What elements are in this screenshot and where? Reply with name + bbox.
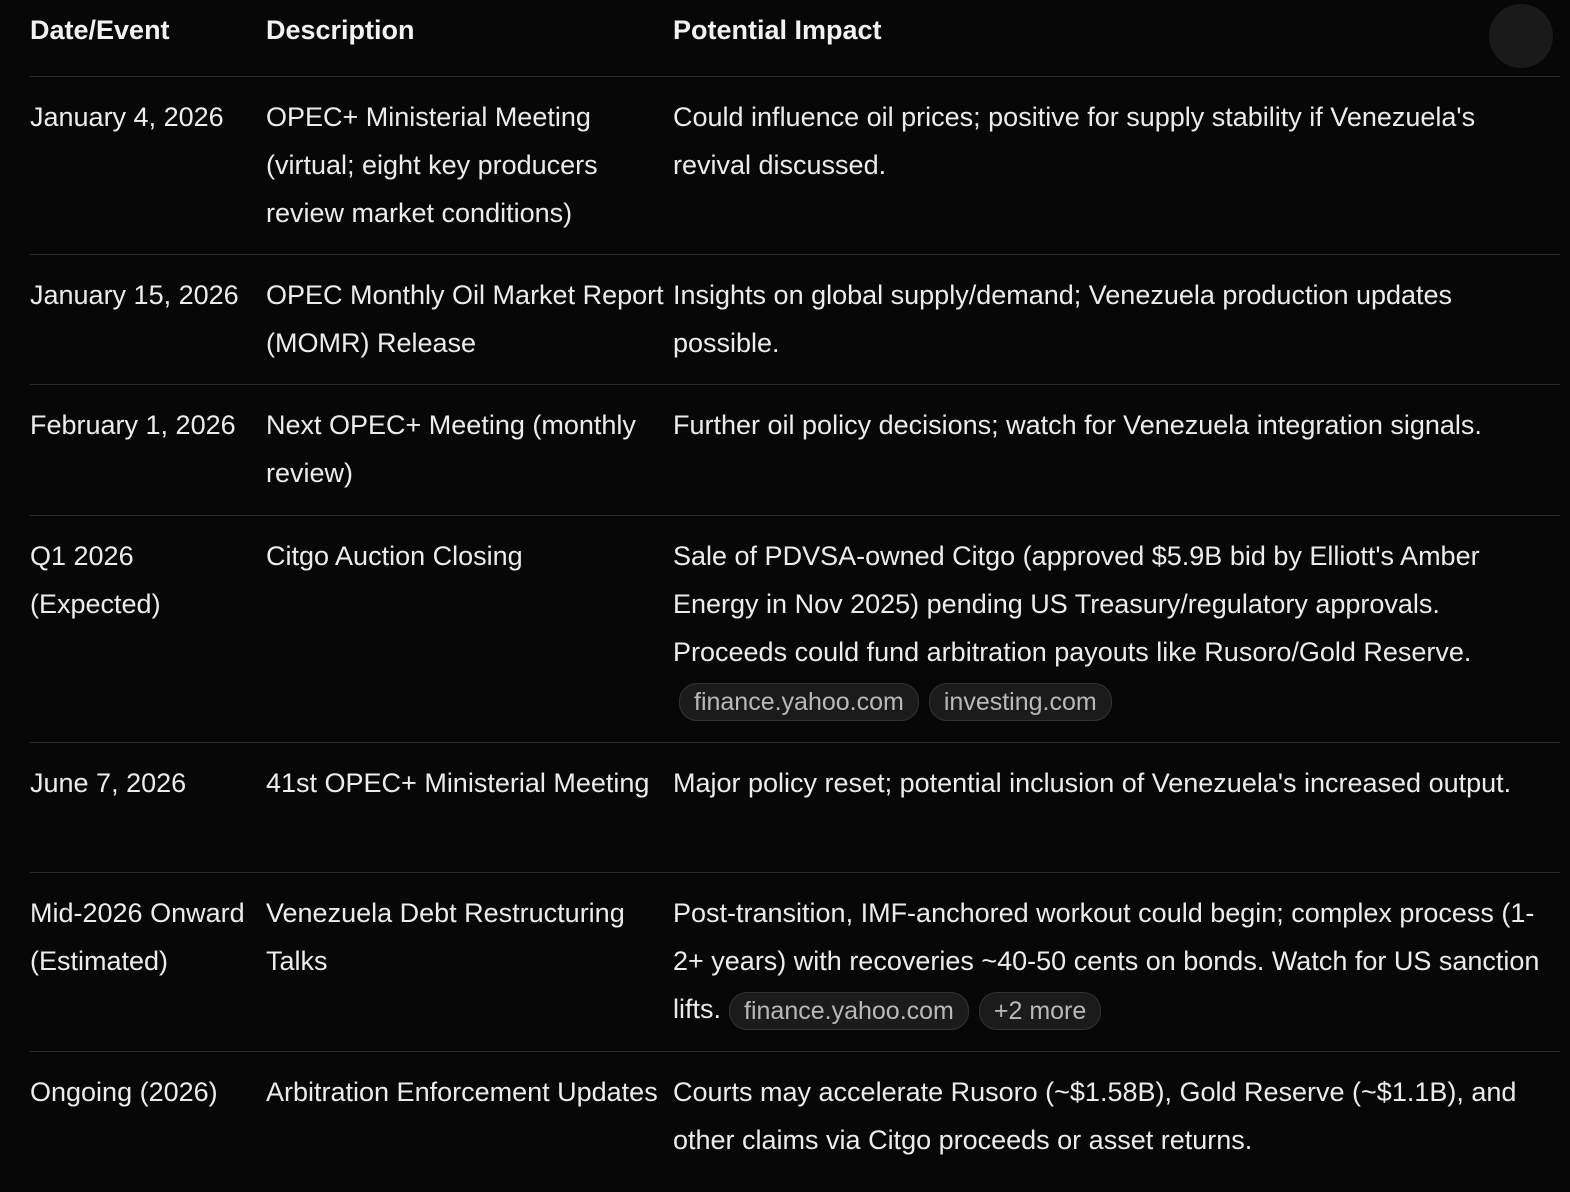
column-header-date: Date/Event (30, 15, 170, 45)
table-row (30, 516, 1560, 743)
table-row (30, 873, 1560, 1052)
cell-description: 41st OPEC+ Ministerial Meeting (266, 768, 650, 798)
table-row (30, 1052, 1560, 1192)
cell-description: Citgo Auction Closing (266, 541, 523, 571)
round-action-button[interactable] (1489, 4, 1553, 68)
cell-description: OPEC+ Ministerial Meeting (virtual; eight key producers review market conditions) (266, 102, 598, 228)
source-chip-finance-yahoo[interactable]: finance.yahoo.com (729, 992, 969, 1030)
impact-text: Sale of PDVSA-owned Citgo (approved $5.9B bid by Elliott's Amber Energy in Nov 2025) pending US Treasury/regulatory approvals. Proceeds could fund arbitration payouts like Rusoro/Gold Reserve. (673, 541, 1480, 667)
table-header (30, 0, 1560, 77)
cell-impact: Major policy reset; potential inclusion of Venezuela's increased output. (673, 768, 1512, 798)
table-row (30, 77, 1560, 255)
cell-impact (673, 873, 1560, 1051)
cell-date: June 7, 2026 (30, 768, 187, 798)
cell-impact: Insights on global supply/demand; Venezuela production updates possible. (673, 280, 1453, 358)
events-table (30, 0, 1560, 1192)
column-header-description: Description (266, 15, 415, 45)
impact-text: Post-transition, IMF-anchored workout could begin; complex process (1-2+ years) with recoveries ~40-50 cents on bonds. Watch for US sanction lifts. (673, 898, 1540, 1024)
cell-date: Q1 2026 (Expected) (30, 541, 161, 619)
cell-date: January 4, 2026 (30, 102, 224, 132)
cell-date: Ongoing (2026) (30, 1077, 218, 1107)
column-header-impact: Potential Impact (673, 15, 882, 45)
table-row (30, 385, 1560, 516)
cell-date: Mid-2026 Onward (Estimated) (30, 898, 245, 976)
cell-date: January 15, 2026 (30, 280, 239, 310)
cell-description: Venezuela Debt Restructuring Talks (266, 898, 625, 976)
source-chips (673, 680, 1560, 721)
cell-description: OPEC Monthly Oil Market Report (MOMR) Release (266, 280, 664, 358)
cell-impact (673, 516, 1560, 742)
cell-impact: Courts may accelerate Rusoro (~$1.58B), Gold Reserve (~$1.1B), and other claims via Citgo proceeds or asset returns. (673, 1077, 1517, 1155)
cell-description: Arbitration Enforcement Updates (266, 1077, 658, 1107)
more-sources-chip[interactable]: +2 more (979, 992, 1101, 1030)
source-chip-finance-yahoo[interactable]: finance.yahoo.com (679, 683, 919, 721)
source-chip-investing[interactable]: investing.com (929, 683, 1112, 721)
table-row (30, 255, 1560, 385)
cell-impact: Could influence oil prices; positive for supply stability if Venezuela's revival discussed. (673, 102, 1476, 180)
table-row (30, 743, 1560, 873)
cell-date: February 1, 2026 (30, 410, 236, 440)
cell-impact: Further oil policy decisions; watch for Venezuela integration signals. (673, 410, 1482, 440)
cell-description: Next OPEC+ Meeting (monthly review) (266, 410, 636, 488)
